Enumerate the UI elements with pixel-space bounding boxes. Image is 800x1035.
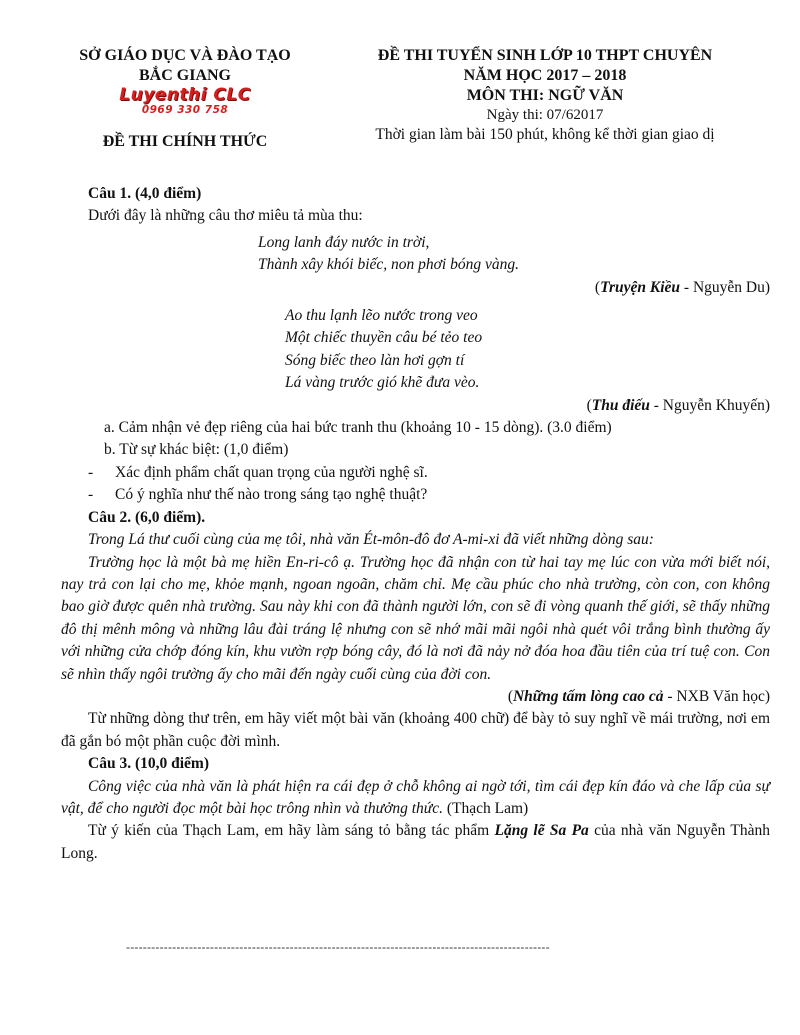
official-label: ĐỀ THI CHÍNH THỨC [102,133,268,150]
exam-duration: Thời gian làm bài 150 phút, không kể thời gian giao dị [375,126,715,143]
bullet-text: Có ý nghĩa như thế nào trong sáng tạo nghệ thuật? [115,486,428,504]
poem-line: Ao thu lạnh lẽo nước trong veo [285,307,478,325]
footer-divider: ----------------------------------------------------------------------------------------------------- [126,940,550,954]
quote-text: Công việc của nhà văn là phát hiện ra cái đẹp ở chỗ không ai ngờ tới, tìm cái đẹp kín đáo và che lấp của sự vật, để cho người đọc một bài học trông nhìn và thưởng thức. [61,777,770,817]
department-name: SỞ GIÁO DỤC VÀ ĐÀO TẠO [79,47,291,64]
province-name: BẮC GIANG [138,67,231,84]
paren: ( [507,687,513,705]
question-3-task [61,820,770,865]
question-1-part-b: b. Từ sự khác biệt: (1,0 điểm) [104,441,289,459]
bullet-text: Xác định phẩm chất quan trọng của người nghệ sĩ. [115,463,428,481]
source-author: - Nguyễn Du) [680,278,770,296]
source-title: Thu điếu [591,396,650,414]
poem-line: Sóng biếc theo làn hơi gợn tí [285,351,465,369]
question-1-title: Câu 1. (4,0 điểm) [88,185,202,202]
paren: ( [586,396,592,414]
exam-content [61,183,770,865]
question-2-source [88,686,770,708]
question-2-quote: Trường học là một bà mẹ hiền En-ri-cô ạ. Trường học đã nhận con từ hai tay mẹ lúc con vừa mới biết nói, nay trả con lại cho mẹ, khỏe mạnh, ngoan ngoãn, chăm chỉ. Mẹ cầu phúc cho nhà trường, còn con, con không bao giờ được quên nhà trường. Sau này khi con đã thành người lớn, con sẽ đi vòng quanh thế giới, sẽ thấy những đô thị mênh mông và những lâu đài tráng lệ nhưng con sẽ nhớ mãi mãi ngôi nhà quét vôi trắng bình thường ấy với những cửa chớp đóng kín, khu vườn rợp bóng cây, đó là nơi đã nảy nở đóa hoa đầu tiên của trí tuệ con. Con sẽ nhìn thấy ngôi trường ấy cho mãi đến ngày cuối cùng của đời con. [61,553,770,683]
task-text: của nhà văn Nguyễn Thành Long. [61,822,770,862]
paren: ( [594,278,601,296]
poem-2-source [88,395,770,417]
poem-2 [285,305,770,395]
school-year: NĂM HỌC 2017 – 2018 [463,67,627,84]
bullet-item [88,462,770,484]
exam-title: ĐỀ THI TUYỂN SINH LỚP 10 THPT CHUYÊN [377,47,713,64]
question-3-title: Câu 3. (10,0 điểm) [88,755,209,773]
work-title: Lặng lẽ Sa Pa [494,822,589,840]
question-2-intro: Trong Lá thư cuối cùng của mẹ tôi, nhà văn Ét-môn-đô đơ A-mi-xi đã viết những dòng sau: [88,531,654,549]
poem-line: Lá vàng trước gió khẽ đưa vèo. [285,374,480,392]
watermark-logo: Luyenthi CLC [119,85,251,105]
poem-line: Một chiếc thuyền câu bé tẻo teo [285,329,483,347]
poem-1-source [88,277,770,299]
question-2-task: Từ những dòng thư trên, em hãy viết một bài văn (khoảng 400 chữ) để bày tỏ suy nghĩ về mái trường, nơi em đã gắn bó một phần cuộc đời mình. [61,710,770,750]
question-2-title: Câu 2. (6,0 điểm). [88,508,206,526]
bullet-dash: - [88,486,94,504]
quote-author: (Thạch Lam) [443,799,529,817]
poem-line: Thành xây khói biếc, non phơi bóng vàng. [258,256,519,274]
bullet-item [88,484,770,506]
question-3-quote [61,776,770,821]
poem-line: Long lanh đáy nước in trời, [258,233,430,251]
source-author: - NXB Văn học) [663,687,770,705]
source-author: - Nguyễn Khuyến) [649,396,770,414]
source-title: Truyện Kiều [600,278,681,296]
exam-date: Ngày thi: 07/62017 [486,107,604,123]
header-left [40,46,330,152]
bullet-dash: - [88,463,94,481]
task-text: Từ ý kiến của Thạch Lam, em hãy làm sáng tỏ bằng tác phẩm [88,822,495,840]
watermark-phone: 0969 330 758 [141,104,229,116]
exam-subject: MÔN THI: NGỮ VĂN [466,87,624,104]
poem-1 [258,232,770,277]
header-right [325,46,765,144]
source-title: Những tấm lòng cao cả [512,687,664,705]
question-1-part-a: a. Cảm nhận vẻ đẹp riêng của hai bức tranh thu (khoảng 10 - 15 dòng). (3.0 điểm) [104,419,612,437]
question-1-intro: Dưới đây là những câu thơ miêu tả mùa thu: [88,207,363,225]
